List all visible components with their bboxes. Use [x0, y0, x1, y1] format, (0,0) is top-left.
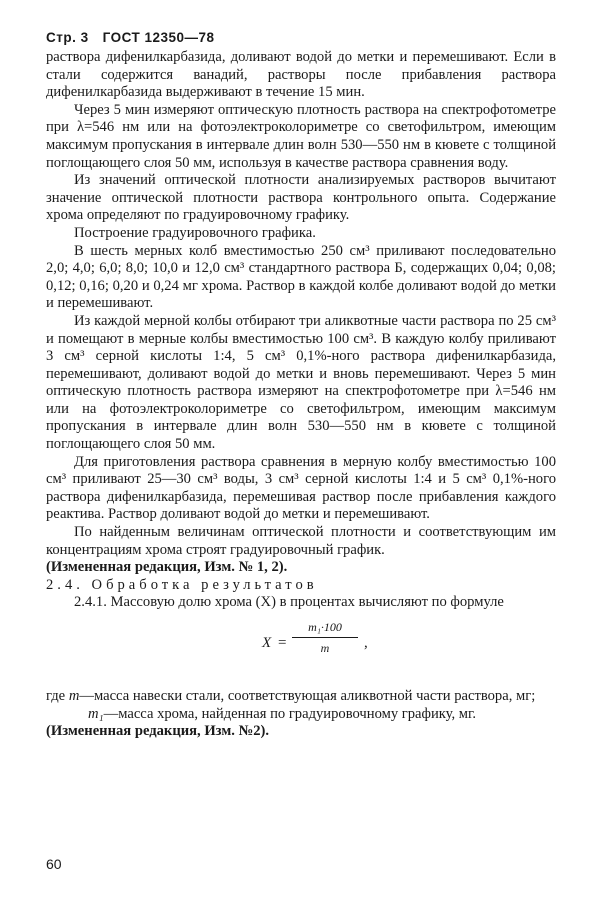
paragraph: Для приготовления раствора сравнения в мерную колбу вместимостью 100 см³ приливают 25—30 см³ воды, 3 см³ серной кислоты 1:4 и 5 см³ 0,1%-ного раствора дифенилкарбазида, перемешивая раствор после прибавления каждого реактива. Раствор доливают водой до метки и перемешивают.	[46, 453, 556, 523]
formula-equals: =	[278, 635, 287, 651]
document-page	[46, 30, 556, 741]
formula-comma: ,	[364, 635, 368, 651]
clause-text: 2.4.1. Массовую долю хрома (X) в процентах вычисляют по формуле	[74, 594, 504, 611]
page-number: 60	[46, 856, 62, 872]
formula-lhs: X	[262, 635, 272, 651]
page-label: Стр. 3	[46, 30, 89, 45]
symbol-m: m	[68, 688, 80, 704]
symbol-m1-definition: —масса хрома, найденная по градуировочному графику, мг.	[103, 705, 477, 722]
formula-denominator: m	[320, 641, 330, 655]
amendment-note-2: (Измененная редакция, Изм. №2).	[46, 723, 270, 740]
where-m1	[46, 706, 556, 724]
formula-fraction	[292, 620, 358, 656]
paragraph: По найденным величинам оптической плотности и соответствующим им концентрациям хрома строят градуировочный график.	[46, 524, 556, 558]
amendment-note: (Измененная редакция, Изм. № 1, 2).	[46, 559, 288, 576]
page-header	[46, 30, 556, 45]
where-block	[46, 688, 556, 741]
paragraph: Из значений оптической плотности анализируемых растворов вычитают значение оптической плотности раствора контрольного опыта. Содержание хрома определяют по градуировочному графику.	[46, 172, 556, 224]
subheading: Построение градуировочного графика.	[74, 224, 316, 241]
symbol-m-definition: —масса навески стали, соответствующая аликвотной части раствора, мг;	[79, 688, 536, 704]
fraction-bar	[292, 637, 358, 638]
paragraph: Через 5 мин измеряют оптическую плотность раствора на спектрофотометре при λ=546 нм или на фотоэлектроколориметре со светофильтром, имеющим максимум пропускания в интервале длин волн 530—550 нм в кювете с толщиной поглощающего слоя 50 мм, используя в качестве раствора сравнения воду.	[46, 101, 556, 171]
standard-number: ГОСТ 12350—78	[102, 30, 215, 45]
paragraph: раствора дифенилкарбазида, доливают водой до метки и перемешивают. Если в стали содержится ванадий, растворы после прибавления раствора дифенилкарбазида выдерживают в течение 15 мин.	[46, 49, 556, 101]
where-lead: где	[46, 688, 66, 704]
symbol-m1: m₁	[88, 705, 104, 722]
where-m	[46, 688, 556, 706]
formula-numerator: m₁·100	[308, 620, 342, 634]
paragraph: Из каждой мерной колбы отбирают три аликвотные части раствора по 25 см³ и помещают в мерные колбы вместимостью 100 см³. В каждую колбу приливают 3 см³ серной кислоты 1:4, 5 см³ 0,1%-ного раствора дифенилкарбазида, перемешивают, доливают водой до метки и вновь перемешивают. Через 5 мин оптическую плотность раствора измеряют на спектрофотометре при λ=546 нм или на фотоэлектроколориметре со светофильтром, имеющим максимум пропускания в интервале длин волн 530—550 нм в кювете с толщиной поглощающего слоя 50 мм.	[46, 312, 556, 453]
section-heading: 2.4. Обработка результатов	[46, 576, 318, 593]
formula	[46, 618, 556, 680]
paragraph: В шесть мерных колб вместимостью 250 см³ приливают последовательно 2,0; 4,0; 6,0; 8,0; 10,0 и 12,0 см³ стандартного раствора Б, содержащих 0,04; 0,08; 0,12; 0,16; 0,20 и 0,24 мг хрома. Раствор в каждой колбе доливают водой до метки и перемешивают.	[46, 242, 556, 312]
